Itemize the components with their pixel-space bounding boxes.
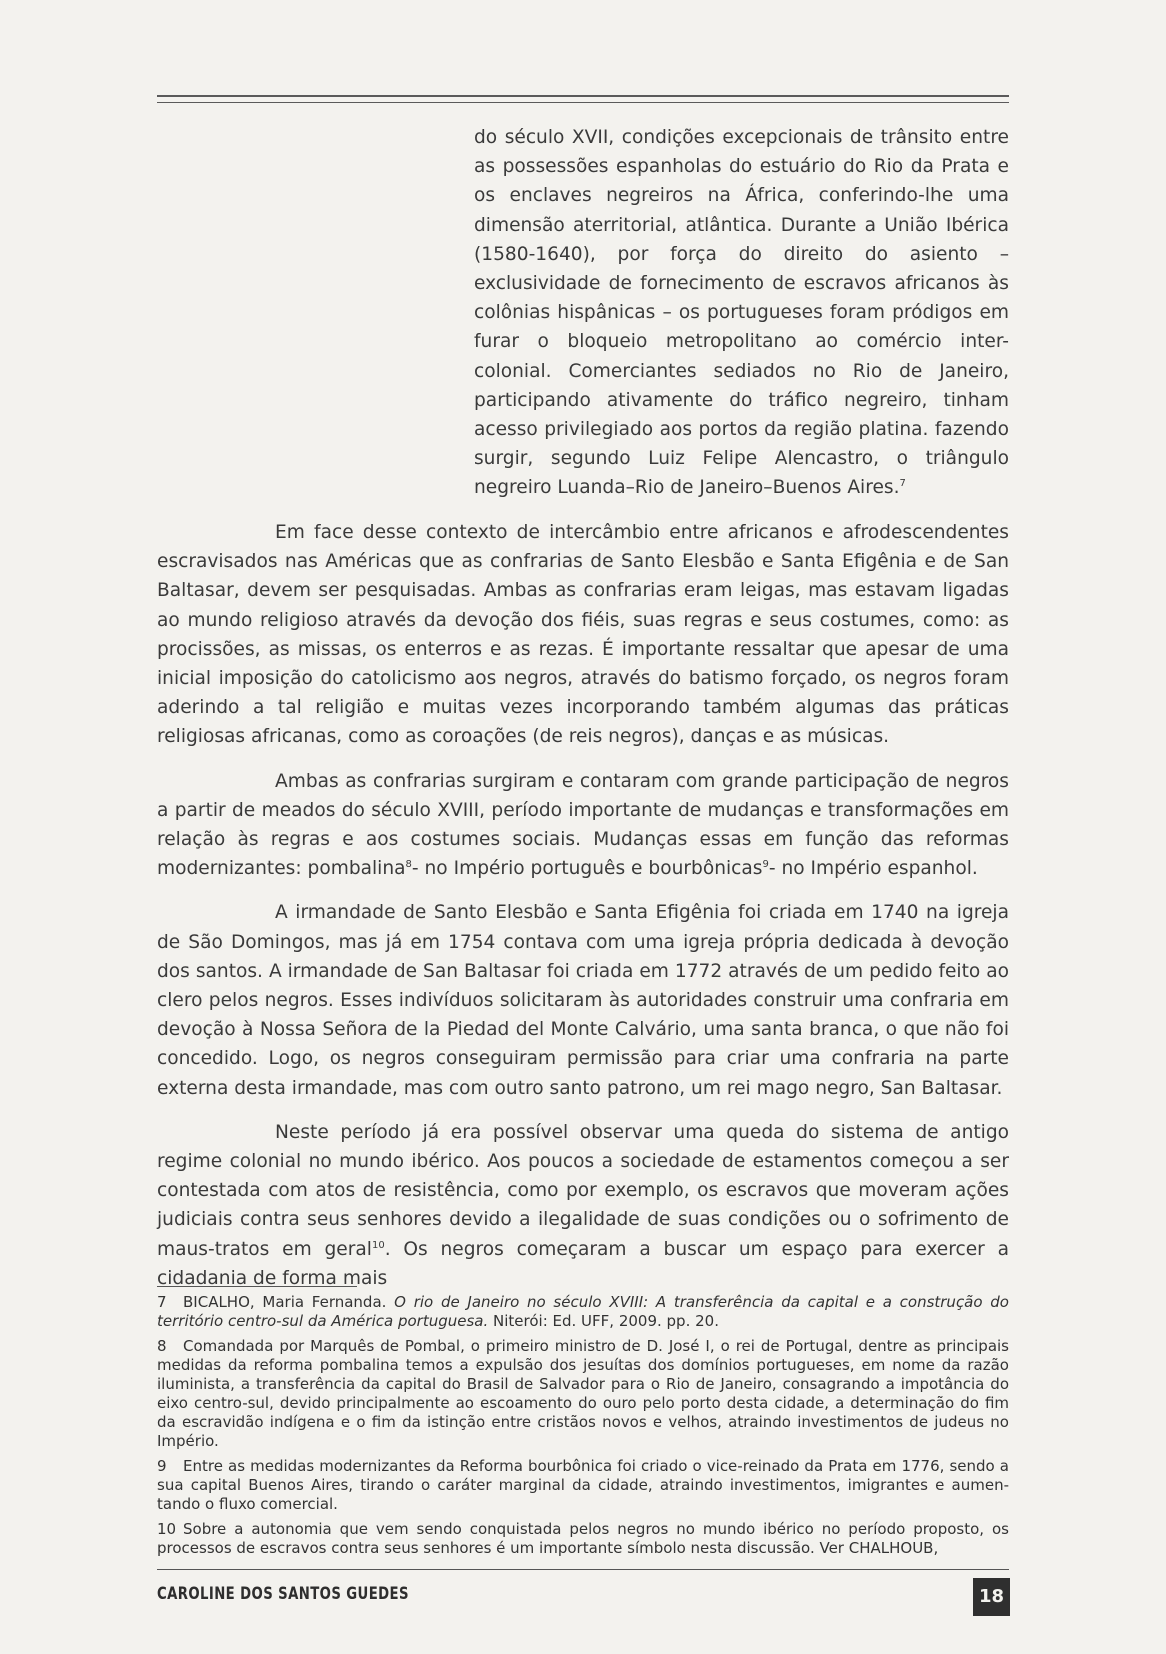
footnote-ref-7[interactable]: 7 [899,478,906,490]
page-number: 18 [973,1578,1010,1616]
footnote-7-author: BICALHO, Maria Fernanda. [183,1293,395,1311]
footnote-number: 8 [157,1337,167,1355]
paragraph-2 [157,767,1009,884]
footnote-ref-10[interactable]: 10 [371,1239,385,1251]
footnote-number: 9 [157,1457,167,1475]
footnote-7-title: O rio de Janeiro no século XVIII: A transferência da capital e a construção do território centro-sul da América portuguesa. [157,1293,1009,1330]
footnote-7-rest: Niterói: Ed. UFF, 2009. pp. 20. [488,1312,719,1330]
paragraph-4-part-b: . Os negros começaram a buscar um espaço para exercer a cidadania de forma mais [157,1238,1009,1289]
header-rule [157,95,1009,103]
footer-author: CAROLINE DOS SANTOS GUEDES [157,1584,409,1604]
footnote-10 [157,1520,1009,1558]
paragraph-2-part-c: - no Império espanhol. [768,858,978,880]
footnote-9 [157,1457,1009,1514]
footnote-7 [157,1293,1009,1331]
paragraph-1: Em face desse contexto de intercâmbio entre africanos e afrodescendentes escravisados nas Américas que as confrarias de Santo Elesbão e Santa Efigênia e de San Baltasar, devem ser pesquisadas. Ambas as confrarias eram leigas, mas estavam ligadas ao mundo religioso através da devoção dos fiéis, suas regras e seus costumes, como: as procissões, as missas, os enterros e as rezas. É importante ressaltar que apesar de uma inicial imposição do catolicismo aos negros, através do batismo forçado, os negros foram aderindo a tal religião e muitas vezes incorporando também algumas das práticas religiosas africanas, como as coroações (de reis negros), danças e as músicas. [157,522,1009,748]
footnote-separator [157,1286,357,1287]
block-quote-text: do século XVII, condições excepcionais de trânsito entre as possessões espanholas do estuário do Rio da Prata e os enclaves negreiros na África, conferindo-lhe uma dimensão aterritorial, atlântica. Durante a União Ibérica (1580-1640), por força do direito do asiento – exclusividade de fornecimento de escravos africanos às colônias hispânicas – os portugueses foram pródigos em furar o bloqueio metropolitano ao comércio inter-colonial. Comerciantes sediados no Rio de Janeiro, participando ativamente do tráfico negreiro, tinham acesso privilegiado aos portos da região platina. fazendo surgir, segundo Luiz Felipe Alencastro, o triângulo negreiro Luanda–Rio de Janeiro–Buenos Aires. [474,127,1009,499]
footnote-8-text: Comandada por Marquês de Pombal, o primeiro ministro de D. José I, o rei de Portugal, dentre as principais medidas da reforma pombalina temos a expulsão dos jesuítas dos domínios portugueses, em nome da razão iluminista, a transferência da capital do Brasil de Salvador para o Rio de Janeiro, consagrando a impotância do eixo centro-sul, devido principalmente ao escoamento do ouro pelo porto desta cidade, a determinação do fim da escravidão indígena e o fim da istinção entre cristãos novos e velhos, atraindo investimentos de judeus no Império. [157,1337,1009,1450]
paragraph-3: A irmandade de Santo Elesbão e Santa Efigênia foi criada em 1740 na igreja de São Domingos, mas já em 1754 contava com uma igreja própria dedicada à devoção dos santos. A irmandade de San Baltasar foi criada em 1772 através de um pedido feito ao clero pelos negros. Esses indivíduos solicitaram às autoridades construir uma confraria em devoção à Nossa Señora de la Piedad del Monte Calvário, uma santa branca, o que não foi concedido. Logo, os negros conseguiram permissão para criar uma confraria na parte externa desta irmandade, mas com outro santo patrono, um rei mago negro, San Baltasar. [157,902,1009,1099]
footnote-number: 10 [157,1520,177,1538]
footnote-10-text: Sobre a autonomia que vem sendo conquistada pelos negros no mundo ibérico no período proposto, os processos de escravos contra seus senhores é um importante símbolo nesta discussão. Ver CHALHOUB, [157,1520,1009,1557]
footnote-ref-9[interactable]: 9 [762,859,769,871]
footnotes [157,1293,1009,1564]
footnote-ref-8[interactable]: 8 [405,859,412,871]
footnote-number: 7 [157,1293,167,1311]
footer-rule [157,1569,1009,1570]
footnote-8 [157,1337,1009,1451]
paragraph-4-part-a: Neste período já era possível observar uma queda do sistema de antigo regime colonial no mundo ibérico. Aos poucos a sociedade de estamentos começou a ser contestada com atos de resistência, como por exemplo, os escravos que moveram ações judiciais contra seus senhores devido a ilegalidade de suas condições ou o sofrimento de maus-tratos em geral [157,1121,1009,1260]
footnote-9-text: Entre as medidas modernizantes da Reforma bourbônica foi criado o vice-reinado da Prata em 1776, sendo a sua capital Buenos Aires, tirando o caráter marginal da cidade, atraindo investimentos, imigrantes e aumen-tando o fluxo comercial. [157,1457,1009,1513]
paragraph-2-part-b: - no Império português e bourbônicas [411,858,763,880]
paragraph-4 [157,1118,1009,1293]
block-quote [474,123,1009,503]
paragraph-2-part-a: Ambas as confrarias surgiram e contaram com grande participação de negros a partir de meados do século XVIII, período importante de mudanças e transformações em relação às regras e aos costumes sociais. Mudanças essas em função das reformas modernizantes: pombalina [157,770,1009,880]
body-text [157,518,1009,1308]
